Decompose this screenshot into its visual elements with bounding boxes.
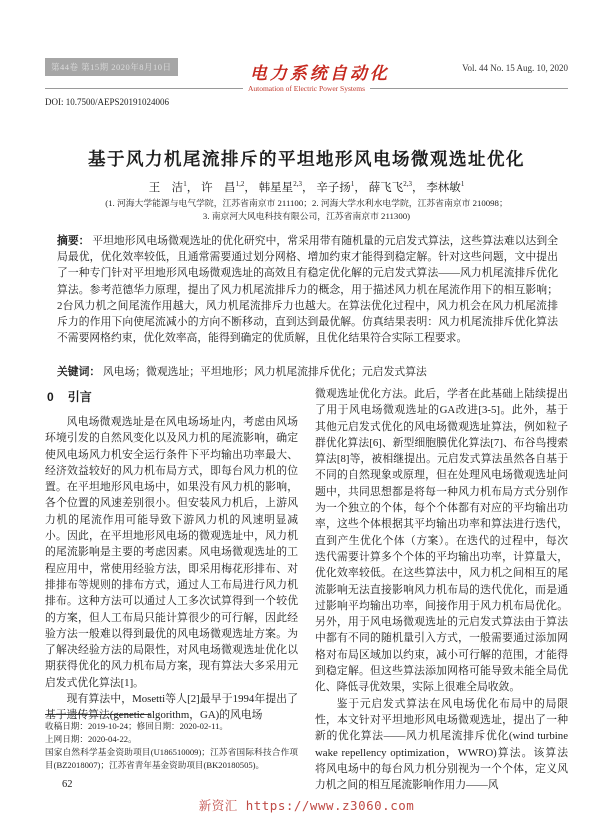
keywords xyxy=(57,364,558,379)
author: 李林敏$^1$ xyxy=(426,180,465,194)
footnote xyxy=(45,714,298,772)
header-top-row xyxy=(45,58,568,84)
body-paragraph: 现有算法中，Mosetti等人[2]最早于1994年提出了基于遗传算法(genetic algorithm，GA)的风电场 xyxy=(45,693,298,722)
article-title: 基于风力机尾流排斥的平坦地形风电场微观选址优化 xyxy=(88,149,525,169)
author: 薛飞飞$^{2,3}$， xyxy=(368,180,424,194)
abstract xyxy=(57,233,558,346)
watermark: 新资汇 https://www.z3060.com xyxy=(198,798,415,813)
header-rule-left xyxy=(45,88,243,89)
header-rule-right xyxy=(370,88,568,89)
keywords-text: 风电场；微观选址；平坦地形；风力机尾流排斥优化；元启发式算法 xyxy=(102,366,427,378)
affiliation-line: (1. 河海大学能源与电气学院，江苏省南京市 211100；2. 河海大学水利水电学院，江苏省南京市 210098； xyxy=(105,198,508,208)
affiliations xyxy=(0,197,613,222)
header-rule-row xyxy=(45,84,568,93)
abstract-label: 摘要： xyxy=(57,235,90,247)
journal-logo: 电力系统自动化 xyxy=(249,64,390,83)
section-number: 0 xyxy=(47,390,54,404)
abstract-text: 平坦地形风电场微观选址的优化研究中，常采用带有随机量的元启发式算法，这些算法难以达到全局最优，优化效率较低，且通常需要通过划分网格、增加约束才能得到稳定解。针对这些问题，文中提出了一种专门针对平坦地形风电场微观选址的高效且有稳定优化解的元启发式算法——风力机尾流排斥优化算法。参考范德华力原理，提出了风力机尾流排斥力的概念，用于描述风力机在尾流作用下的相互影响；2台风力机之间尾流作用越大，风力机尾流排斥力也越大。在算法优化过程中，风力机会在风力机尾流排斥力的作用下向使尾流减小的方向不断移动，直到达到最优解。仿真结果表明：风力机尾流排斥优化算法不需要网格约束，优化效率高，能得到确定的优质解，且优化结果符合实际工程要求。 xyxy=(57,235,559,345)
page-number: 62 xyxy=(62,779,73,790)
author: 许 昌$^{1,2}$， xyxy=(201,180,256,194)
author-line xyxy=(0,179,613,195)
author: 王 洁$^1$， xyxy=(148,180,199,194)
page-header xyxy=(45,58,568,107)
footnote-line: 上网日期：2020-04-22。 xyxy=(45,734,137,744)
section-title: 引言 xyxy=(67,390,92,404)
author: 韩星星$^{2,3}$， xyxy=(258,180,314,194)
journal-subtitle-en: Automation of Electric Power Systems xyxy=(247,84,366,93)
volume-info-cn: 第44卷 第15期 2020年8月10日 xyxy=(45,58,178,76)
affiliation-line: 3. 南京河大风电科技有限公司，江苏省南京市 211300) xyxy=(202,210,411,221)
footnote-separator xyxy=(45,714,150,715)
body-paragraph: 微观选址优化方法。此后，学者在此基础上陆续提出了用于风电场微观选址的GA改进[3-5]。此外，基于其他元启发式优化的风电场微观选址算法，例如粒子群优化算法[6]、新型细胞膜优化算法[7]、布谷鸟搜索算法[8]等，被相继提出。元启发式算法虽然各自基于不同的自然现象或原理，但在处理风电场微观选址问题中，共同思想都是将每一种风力机布局方式分别作为一个独立的个体，每个个体都有对应的平均输出功率，这些个体根据其平均输出功率和算法进行迭代，直到产生优化个体（方案）。在迭代的过程中，每次迭代需要计算多个个体的平均输出功率，计算量大，优化效率较低。在这些算法中，风力机之间相互的尾流影响无法直接影响风力机布局的迭代优化，而是通过影响平均输出功率，间接作用于风力机布局优化。另外，用于风电场微观选址的元启发式算法由于算法中都有不同的随机量引入方式，一般需要通过添加网格对布局区域加以约束，减小可行解的范围，才能得到稳定解。但这些算法添加网格可能导致未能全局优化、降低寻优效果，实际上很难全局收敛。 xyxy=(315,388,568,694)
section-heading xyxy=(47,388,298,405)
keywords-label: 关键词： xyxy=(57,366,101,378)
doi-text: DOI: 10.7500/AEPS20191024006 xyxy=(45,97,170,107)
right-column xyxy=(315,386,568,793)
volume-info-en: Vol. 44 No. 15 Aug. 10, 2020 xyxy=(462,63,568,73)
body-paragraph: 鉴于元启发式算法在风电场优化布局中的局限性，本文针对平坦地形风电场微观选址，提出了一种新的优化算法——风力机尾流排斥优化(wind turbine wake repellency optimization，WWRO)算法。该算法将风电场中的每台风力机分别视为一个个体，定义风力机之间的相互尾流影响作用力——风 xyxy=(315,697,568,792)
footnote-line: 国家自然科学基金资助项目(U186510009)；江苏省国际科技合作项目(BZ2018007)；江苏省青年基金资助项目(BK20180505)。 xyxy=(45,747,298,770)
body-paragraph: 风电场微观选址是在风电场场址内，考虑由风场环境引发的自然风变化以及风力机的尾流影响，确定使风电场风力机安全运行条件下平均输出功率最大、经济效益较好的风力机布局方式，即每台风力机的位置。在平坦地形风电场中，如果没有风力机的影响，各个位置的风速差别很小。但安装风力机后，上游风力机的尾流作用可能导致下游风力机的风速明显减小。因此，在平坦地形风电场的微观选址中，风力机的尾流影响是主要的考虑因素。风电场微观选址的工程应用中，常使用经验方法，即采用梅花形排布、对排排布等规则的排布方式，通过人工布局进行风力机排布。这种方法可以通过人工多次试算得到一个较优的方案，但人工布局只能计算很少的可行解，因此经验方法一般难以得到最优的风电场微观选址方案。为了解决经验方法的局限性，对风电场微观选址优化以期获得优化的风力机布局方案，现有算法大多采用元启发式优化算法[1]。 xyxy=(45,416,298,689)
author: 辛子扬$^1$， xyxy=(316,180,366,194)
footnote-line: 收稿日期：2019-10-24；修回日期：2020-02-11。 xyxy=(45,721,229,731)
